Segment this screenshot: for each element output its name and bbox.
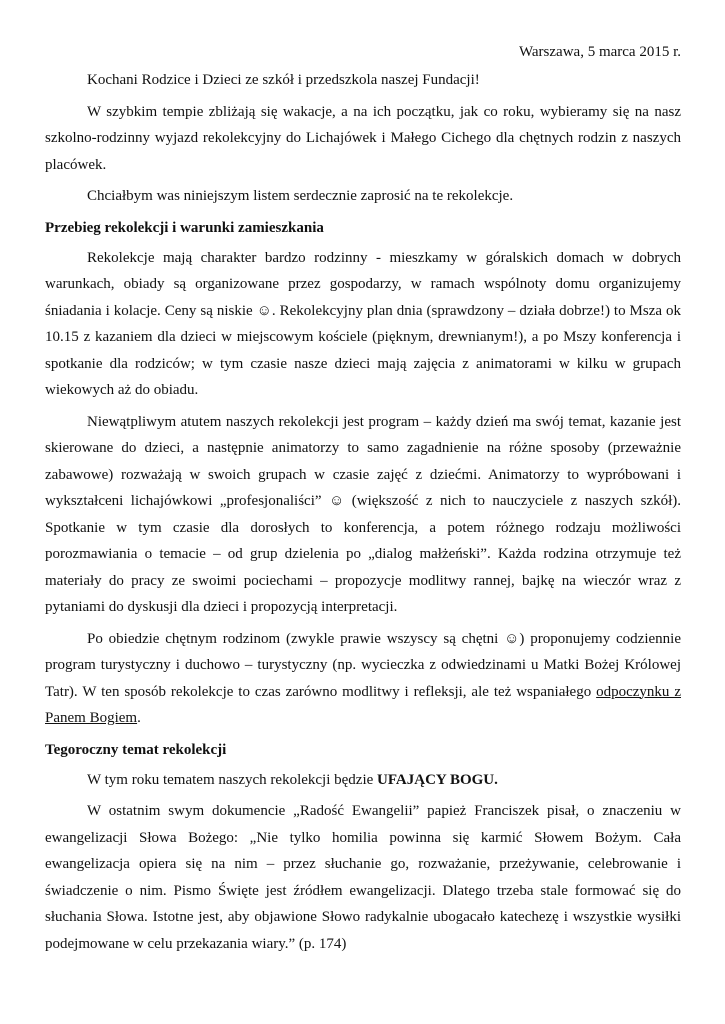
letter-date: Warszawa, 5 marca 2015 r. — [518, 44, 681, 60]
theme-title: UFAJĄCY BOGU. — [377, 771, 498, 788]
schedule-paragraph-3-text: Po obiedzie chętnym rodzinom (zwykle prawie wszyscy są chętni ☺) proponujemy codziennie program turystyczny i duchowo – turystyczny (np. wycieczka z odwiedzinami u Matki Bożej Królowej Tatr). W ten sposób rekolekcje to czas zarówno modlitwy i refleksji, ale też wspaniałego — [45, 630, 681, 700]
theme-paragraph-1-text: W tym roku tematem naszych rekolekcji będzie — [87, 771, 378, 788]
salutation: Kochani Rodzice i Dzieci ze szkół i przedszkola naszej Fundacji! — [87, 72, 480, 88]
underlined-phrase: odpoczynku z Panem Bogiem — [45, 683, 681, 726]
letter-page — [45, 40, 681, 962]
schedule-paragraph-1: Rekolekcje mają charakter bardzo rodzinny - mieszkamy w góralskich domach w dobrych warunkach, obiady są organizowane przez gospodarzy, w ramach wspólnoty domu organizujemy śniadania i kolacje. Ceny są niskie ☺. Rekolekcyjny plan dnia (sprawdzony – działa dobrze!) to Msza ok 10.15 z kazaniem dla dzieci w miejscowym kościele (pięknym, drewnianym!), a po Mszy konferencja i spotkanie dla rodziców; w tym czasie nasze dzieci mają zajęcia z animatorami w kilku w grupach wiekowych aż do obiadu. — [45, 249, 681, 398]
schedule-paragraph-2: Niewątpliwym atutem naszych rekolekcji jest program – każdy dzień ma swój temat, kazanie jest skierowane do dzieci, a następnie animatorzy to samo zagadnienie na różne sposoby (przeważnie zabawowe) rozważają w swoich grupach w czasie zajęć z dziećmi. Animatorzy to wypróbowani i wykształceni lichajówkowi „profesjonaliści” ☺ (większość z nich to nauczyciele z naszych szkół). Spotkanie w tym czasie dla dorosłych to konferencja, a potem różnego rodzaju możliwości porozmawiania o temacie – od grup dzielenia po „dialog małżeński”. Każda rodzina otrzymuje też materiały do pracy ze swoimi pociechami – propozycje modlitwy rannej, bajkę na wieczór wraz z pytaniami do dyskusji dla dzieci i propozycją interpretacji. — [45, 413, 681, 615]
schedule-paragraph-3 — [45, 626, 681, 732]
section-heading-schedule: Przebieg rekolekcji i warunki zamieszkania — [45, 219, 324, 236]
theme-paragraph-2: W ostatnim swym dokumencie „Radość Ewangelii” papież Franciszek pisał, o znaczeniu w ewangelizacji Słowa Bożego: „Nie tylko homilia powinna się karmić Słowem Bożym. Cała ewangelizacja opiera się na nim – przez słuchanie go, rozważanie, przeżywanie, celebrowanie i świadczenie o nim. Pismo Święte jest źródłem ewangelizacji. Dlatego trzeba stale formować się do słuchania Słowa. Istotne jest, aby objawione Słowo radykalnie ubogacało katechezę i wszystkie wysiłki podejmowane w celu przekazania wiary.” (p. 174) — [45, 803, 681, 952]
intro-paragraph-1: W szybkim tempie zbliżają się wakacje, a na ich początku, jak co roku, wybieramy się na nasz szkolno-rodzinny wyjazd rekolekcyjny do Lichajówek i Małego Cichego dla chętnych rodzin z naszych placówek. — [45, 103, 681, 173]
theme-paragraph-1 — [45, 767, 681, 794]
schedule-paragraph-3-end: . — [137, 710, 141, 726]
section-heading-theme: Tegoroczny temat rekolekcji — [45, 741, 227, 758]
intro-paragraph-2: Chciałbym was niniejszym listem serdecznie zaprosić na te rekolekcje. — [87, 188, 514, 204]
